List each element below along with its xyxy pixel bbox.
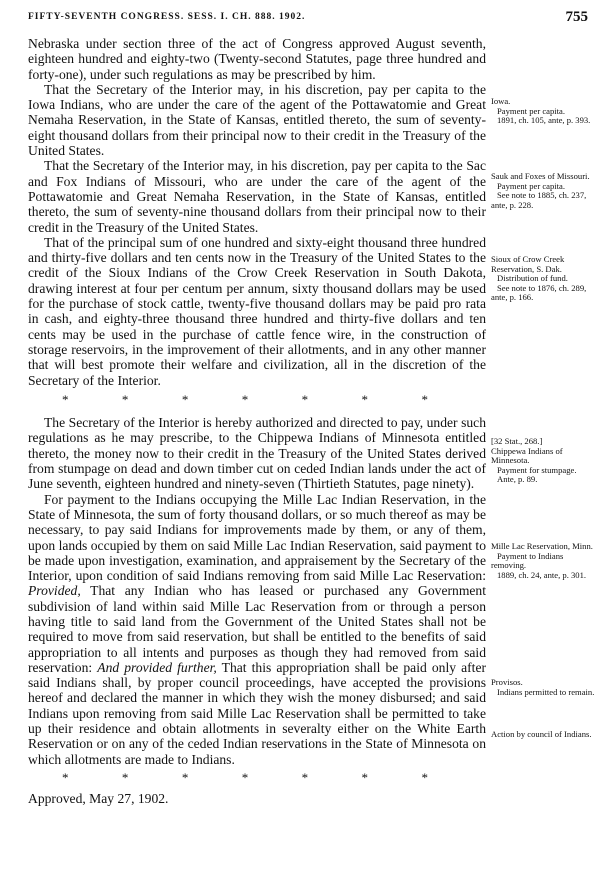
margin-reference: See note to 1885, ch. 237, ante, p. 228. [491, 190, 587, 210]
margin-heading: Mille Lac Reservation, Minn. [491, 541, 593, 551]
paragraph-sioux: That of the principal sum of one hundred and sixty-eight thousand three hundred and thirty-five dollars and ten cents now in the Treasury of the United States to the credit of the Sioux Indians of the Crow Creek Reservation in South Dakota, drawing interest at four per centum per annum, sixty thousand dollars may be used for the purchase of stock cattle, twenty-five thousand dollars may be paid pro rata in cash, and eighty-three thousand three hundred and thirty-five dollars and ten cents may be used in the purchase of cattle fence wire, in the construction of storage reservoirs, in the improvement of their allotments, and in any other manner that will best promote their welfare and civilization, all in the discretion of the Secretary of the Interior. [28, 234, 486, 388]
margin-citation: [32 Stat., 268.] [491, 436, 543, 446]
margin-reference: 1889, ch. 24, ante, p. 301. [497, 569, 587, 580]
margin-note-sac-fox [491, 172, 595, 210]
star: * [62, 769, 69, 785]
proviso-text: That any Indian who has leased or purchased any Government subdivision of land within said Mille Lac Reservation from or through a person having title to said land from the Government of the United States shall not be required to move from said reservation, but shall be entitled to the benefits of said appropriation to all intents and purposes as though they had removed from said reservation: [28, 583, 486, 675]
margin-subheading: Distribution of fund. [497, 273, 568, 284]
paragraph-nebraska: Nebraska under section three of the act of Congress approved August seventh, eighteen hundred and eighty-two (Twenty-second Statutes, page three hundred and forty-one), under such regulations as may be prescribed by him. [28, 36, 486, 82]
paragraph-sac-fox: That the Secretary of the Interior may, in his discretion, pay per capita to the Sac and Fox Indians of Missouri, who are under the care of the agent of the Pottawatomie and Great Nemaha Reservation, in the State of Kansas, entitled thereto, the sum of seventy-nine thousand dollars from their principal now to their credit in the Treasury of the United States. [28, 158, 486, 235]
margin-heading: Iowa. [491, 96, 511, 106]
further-proviso-text: That this appropriation shall be paid only after said Indians shall, by proper council proceedings, have accepted the provisions hereof and declared the manner in which they wish the money disbursed; and said Indians upon removing from said Mille Lac Reservation shall be permitted to take up their residence and obtain allotments in severalty either on the White Earth Reservation or on any of the ceded Indian reservations in the State of Minnesota on which allotments are made to Indians. [28, 659, 487, 767]
margin-subheading: Indians permitted to remain. [497, 686, 595, 697]
margin-reference: 1891, ch. 105, ante, p. 393. [497, 115, 591, 126]
star: * [361, 769, 369, 785]
page-header [0, 10, 600, 30]
mille-lac-text: For payment to the Indians occupying the Mille Lac Indian Reservation, in the State of Minnesota, the sum of forty thousand dollars, or so much thereof as may be necessary, to pay said Indians for improvements made by them, or any of them, upon lands occupied by them on said Mille Lac Indian Reservation, said payment to be made upon investigation, examination, and appraisement by the Secretary of the Interior, upon condition of said Indians removing from said Mille Lac Reservation: [28, 491, 486, 584]
proviso-label: Provided, [28, 583, 81, 599]
margin-heading: Provisos. [491, 677, 523, 687]
running-head: FIFTY-SEVENTH CONGRESS. SESS. I. CH. 888. 1902. [28, 12, 306, 22]
star: * [361, 391, 369, 407]
margin-heading: Chippewa Indians of Minnesota. [491, 445, 563, 466]
margin-reference: See note to 1876, ch. 289, ante, p. 166. [491, 282, 587, 303]
statute-text [28, 36, 486, 807]
margin-note-iowa [491, 97, 595, 126]
paragraph-chippewa: The Secretary of the Interior is hereby authorized and directed to pay, under such regulations as he may prescribe, to the Chippewa Indians of Minnesota entitled thereto, the money now to their credit in the Treasury of the United States derived from stumpage on dead and down timber cut on ceded Indian lands under the act of June seventh, eighteen hundred and ninety-seven (Thirtieth Statutes, page ninety). [28, 415, 486, 492]
margin-subheading: Payment per capita. [497, 105, 566, 116]
margin-note-mille-lac [491, 542, 595, 580]
margin-note-provisos [491, 678, 595, 697]
section-break-stars [28, 392, 486, 407]
page-number: 755 [565, 9, 588, 25]
margin-heading: Sioux of Crow Creek Reservation, S. Dak. [491, 254, 565, 274]
margin-subheading: Payment per capita. [497, 180, 566, 191]
star: * [181, 769, 189, 785]
section-break-stars [28, 770, 486, 785]
star: * [121, 769, 129, 785]
star: * [421, 769, 428, 785]
margin-note-chippewa [491, 437, 595, 485]
star: * [181, 391, 189, 407]
margin-note-sioux [491, 255, 595, 303]
margin-reference: Ante, p. 89. [497, 474, 538, 485]
star: * [121, 391, 129, 407]
margin-heading: Action by council of Indians. [491, 729, 592, 739]
star: * [241, 391, 249, 407]
approval-date: Approved, May 27, 1902. [28, 791, 169, 807]
star: * [301, 391, 309, 407]
margin-heading: Sauk and Foxes of Missouri. [491, 171, 590, 181]
further-proviso-label: And provided further, [97, 659, 217, 675]
paragraph-mille-lac [28, 492, 486, 767]
star: * [62, 391, 69, 407]
star: * [301, 769, 309, 785]
margin-subheading: Payment to Indians removing. [491, 550, 564, 571]
paragraph-iowa: That the Secretary of the Interior may, in his discretion, pay per capita to the Iowa Indians, who are under the care of the agent of the Pottawatomie and Great Nemaha Reservation, in the State of Kansas, entitled thereto, the sum of seventy-eight thousand dollars from their principal now to their credit in the Treasury of the United States. [28, 81, 486, 159]
margin-subheading: Payment for stumpage. [497, 464, 577, 475]
margin-note-council [491, 730, 595, 740]
star: * [421, 391, 428, 407]
star: * [241, 769, 249, 785]
